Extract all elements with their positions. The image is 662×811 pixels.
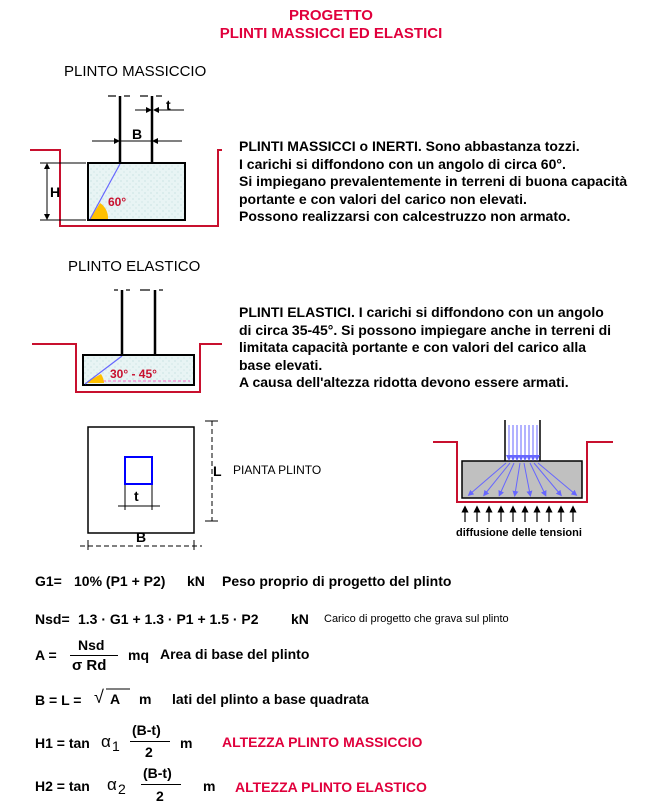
pianta-column-square [125, 457, 152, 484]
h2-sub: 2 [118, 781, 126, 797]
h2-desc: ALTEZZA PLINTO ELASTICO [235, 779, 427, 795]
nsd-lhs: Nsd= [35, 611, 70, 627]
elastico-angle-label: 30° - 45° [110, 367, 157, 381]
diffusione-footing [462, 461, 582, 498]
a-den: σ Rd [72, 657, 107, 674]
g1-lhs: G1= [35, 573, 62, 589]
pianta-label-b: B [136, 529, 147, 545]
b-root: √ [94, 687, 104, 707]
massiccio-description: PLINTI MASSICCI o INERTI. Sono abbastanza tozzi. I carichi si diffondono con un angolo di circa 60°. Si impiegano prevalentemente in terreni di buona capacità portante e con valori del carico non elevati. Possono realizzarsi con calcestruzzo non armato. [239, 138, 628, 224]
title-line-1: PROGETTO [289, 7, 373, 24]
a-lhs: A = [35, 647, 57, 663]
massiccio-label-b: B [132, 126, 143, 142]
b-arg: A [110, 691, 121, 707]
h2-den: 2 [156, 788, 164, 804]
diffusione-reaction-arrows [465, 509, 573, 522]
h2-num: (B-t) [143, 765, 172, 781]
h1-frac-line [130, 741, 170, 742]
g1-expr: 10% (P1 + P2) [74, 573, 166, 589]
massiccio-label-h: H [50, 184, 61, 200]
diffusione-caption: diffusione delle tensioni [456, 527, 582, 539]
h1-den: 2 [145, 744, 153, 760]
massiccio-angle-label: 60° [108, 195, 127, 209]
g1-unit: kN [187, 573, 205, 589]
h2-frac-line [141, 784, 181, 785]
b-lhs: B = L = [35, 692, 82, 708]
massiccio-heading: PLINTO MASSICCIO [64, 63, 207, 80]
a-frac-line [70, 655, 118, 656]
diffusione-load-arrows [509, 425, 537, 458]
elastico-description: PLINTI ELASTICI. I carichi si diffondono con un angolo di circa 35-45°. Si possono impiegare anche in terreni di limitata capacità portante e con valori del carico alla base elevati. A causa dell'altezza ridotta devono essere armati. [239, 304, 612, 390]
g1-desc: Peso proprio di progetto del plinto [222, 573, 452, 589]
a-num: Nsd [78, 637, 105, 653]
h1-unit: m [180, 735, 193, 751]
b-desc: lati del plinto a base quadrata [172, 691, 369, 707]
h1-sub: 1 [112, 738, 120, 754]
h1-lhs: H1 = tan [35, 735, 90, 751]
nsd-expr: 1.3 · G1 + 1.3 · P1 + 1.5 · P2 [78, 611, 259, 627]
elastico-heading: PLINTO ELASTICO [68, 258, 201, 275]
a-desc: Area di base del plinto [160, 646, 310, 662]
pianta-caption: PIANTA PLINTO [233, 463, 322, 477]
h2-unit: m [203, 778, 216, 794]
nsd-unit: kN [291, 611, 309, 627]
nsd-desc: Carico di progetto che grava sul plinto [324, 613, 509, 625]
massiccio-label-t: t [166, 97, 171, 113]
h2-lhs: H2 = tan [35, 778, 90, 794]
h1-desc: ALTEZZA PLINTO MASSICCIO [222, 734, 423, 750]
title-line-2: PLINTI MASSICCI ED ELASTICI [219, 25, 443, 42]
h1-alpha: α [101, 732, 111, 751]
a-unit: mq [128, 647, 149, 663]
pianta-label-t: t [134, 488, 139, 504]
h1-num: (B-t) [132, 722, 161, 738]
pianta-label-l: L [213, 463, 222, 479]
pianta-outline [88, 427, 194, 533]
h2-alpha: α [107, 775, 117, 794]
b-unit: m [139, 691, 152, 707]
